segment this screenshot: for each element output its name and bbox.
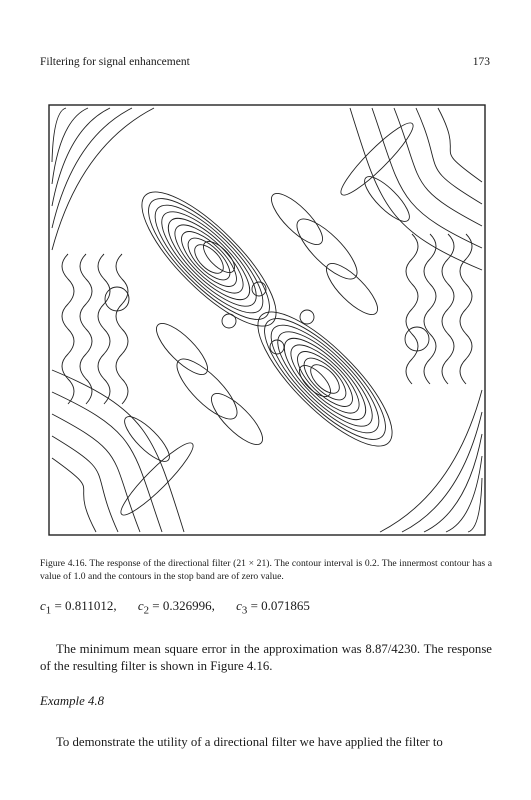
page-number: 173 (472, 56, 490, 68)
side-contour (80, 254, 92, 404)
side-contour (406, 234, 418, 384)
figure-caption: Figure 4.16. The response of the directional filter (21 × 21). The contour interval is 0.2. The innermost contour has a value of 1.0 and the contours in the stop band are of zero value. (40, 558, 492, 582)
outer-contour (372, 108, 482, 248)
ripple-contour (335, 117, 420, 202)
ripple-contour (119, 411, 176, 468)
body-paragraph: The minimum mean square error in the approximation was 8.87/4230. The response of the resulting filter is shown in Figure 4.16. (40, 642, 492, 673)
ripple-contour (204, 386, 269, 451)
side-contour (424, 234, 436, 384)
contour-figure (48, 104, 486, 536)
body-paragraph: To demonstrate the utility of a directional filter we have applied the filter to (56, 735, 443, 749)
ripple-contour (359, 171, 416, 228)
outer-contour (402, 412, 482, 532)
ripple-contour (169, 351, 245, 427)
contour-plot (48, 104, 486, 536)
ripple-contour (300, 310, 314, 324)
example-heading: Example 4.8 (40, 694, 104, 708)
coefficient-c1: $c_1 = 0.811012$, (40, 598, 117, 617)
ripple-contour (222, 314, 236, 328)
outer-contour (52, 458, 96, 532)
ripple-contour (319, 256, 384, 321)
running-title: Filtering for signal enhancement (40, 56, 190, 68)
outer-contour (52, 108, 110, 206)
ripple-contour (270, 340, 284, 354)
ripple-contour (252, 282, 266, 296)
outer-contour (350, 108, 482, 270)
outer-contour (424, 434, 482, 532)
side-contour (62, 254, 74, 404)
coefficient-line (40, 598, 492, 617)
plot-frame (49, 105, 485, 535)
ripple-contour (149, 316, 214, 381)
ripple-contour (405, 327, 429, 351)
outer-contour (52, 392, 162, 532)
outer-contour (52, 370, 184, 532)
outer-contour (438, 108, 482, 182)
ripple-contour (289, 211, 365, 287)
outer-contour (52, 436, 118, 532)
outer-contour (416, 108, 482, 204)
side-contour (98, 254, 110, 404)
outer-contour (52, 108, 132, 228)
side-contour (116, 254, 128, 404)
coefficient-c3: $c_3 = 0.071865$ (236, 598, 310, 617)
ripple-contour (115, 437, 200, 522)
ripple-contour (264, 186, 329, 251)
coefficient-c2: $c_2 = 0.326996$, (137, 598, 215, 617)
outer-contour (394, 108, 482, 226)
running-head (40, 56, 490, 68)
side-contour (460, 234, 472, 384)
